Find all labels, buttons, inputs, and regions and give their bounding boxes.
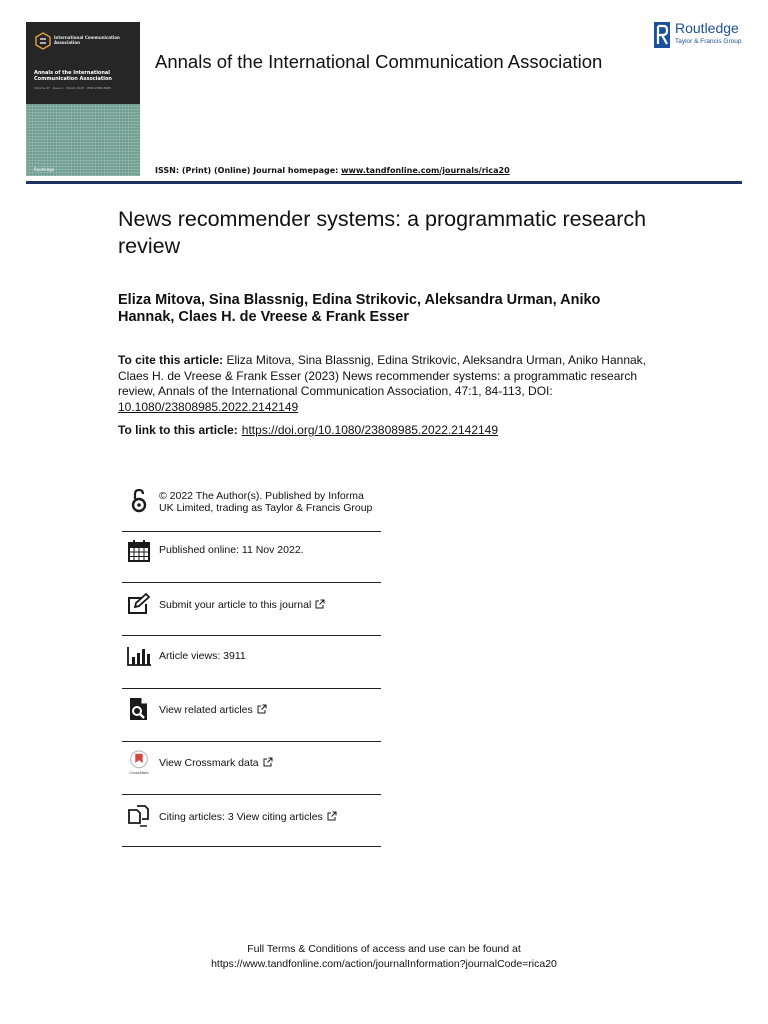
open-access-text: © 2022 The Author(s). Published by Informa UK Limited, trading as Taylor & Francis Group <box>159 490 373 514</box>
crossmark-label: View Crossmark data <box>159 757 259 769</box>
issn-text: ISSN: (Print) (Online) Journal homepage: <box>155 166 342 175</box>
published-date: Published online: 11 Nov 2022. <box>159 544 304 556</box>
external-link-icon <box>263 757 273 767</box>
publisher-name: Routledge <box>675 20 739 36</box>
bar-chart-icon <box>126 644 152 670</box>
article-title: News recommender systems: a programmatic research review <box>118 207 647 258</box>
journal-cover <box>26 22 140 176</box>
cite-text: Eliza Mitova, Sina Blassnig, Edina Strikovic, Aleksandra Urman, Aniko Hannak, Claes H. de Vreese & Frank Esser (2023) News recommender systems: a programmatic research review, Annals of the International Communication Association, 47:1, 84-113, DOI: <box>118 353 647 398</box>
related-articles-link[interactable] <box>159 704 381 716</box>
divider <box>122 531 381 532</box>
article-link-line <box>118 423 498 437</box>
submit-article-label: Submit your article to this journal <box>159 599 312 611</box>
cover-meta: Volume 47 · Issue 1 · March 2023 · ISSN 2380-8985 <box>34 86 112 90</box>
publisher-logo[interactable] <box>654 20 750 50</box>
link-label: To link to this article: <box>118 423 238 437</box>
edit-icon <box>126 592 152 618</box>
citing-articles-label: Citing articles: 3 View citing articles <box>159 811 323 823</box>
cover-association: International Communication Association <box>54 35 120 45</box>
divider <box>122 635 381 636</box>
crossmark-icon-label: CrossMark <box>129 771 149 776</box>
search-document-icon <box>126 696 152 722</box>
publisher-subtitle: Taylor & Francis Group <box>675 38 742 45</box>
ica-logo-icon <box>35 32 51 50</box>
external-link-icon <box>327 811 337 821</box>
open-access-icon <box>126 488 152 514</box>
article-views: Article views: 3911 <box>159 650 246 662</box>
cover-pattern <box>26 104 140 176</box>
issn-line <box>155 166 510 175</box>
citing-articles-icon <box>126 804 152 830</box>
cover-title: Annals of the International Communication Association <box>34 70 112 82</box>
terms-footer <box>0 942 768 971</box>
article-doi-link[interactable]: https://doi.org/10.1080/23808985.2022.2142149 <box>241 423 499 437</box>
divider <box>122 794 381 795</box>
divider <box>122 846 381 847</box>
routledge-logo-icon <box>654 22 670 48</box>
submit-article-link[interactable] <box>159 599 381 611</box>
crossmark-icon <box>126 750 152 776</box>
divider <box>122 741 381 742</box>
header-rule <box>26 181 742 184</box>
crossmark-link[interactable] <box>159 757 381 769</box>
citation-block <box>118 353 663 415</box>
terms-line-1: Full Terms & Conditions of access and use can be found at <box>247 943 521 955</box>
journal-homepage-link[interactable]: www.tandfonline.com/journals/rica20 <box>341 166 510 175</box>
terms-url[interactable]: https://www.tandfonline.com/action/journalInformation?journalCode=rica20 <box>211 957 557 970</box>
article-authors: Eliza Mitova, Sina Blassnig, Edina Strikovic, Aleksandra Urman, Aniko Hannak, Claes H. de Vreese & Frank Esser <box>118 292 601 325</box>
divider <box>122 688 381 689</box>
calendar-icon <box>126 538 152 564</box>
external-link-icon <box>257 704 267 714</box>
journal-title[interactable]: Annals of the International Communication Association <box>155 51 603 72</box>
external-link-icon <box>315 599 325 609</box>
cover-publisher: Routledge <box>34 167 55 172</box>
cite-label: To cite this article: <box>118 353 224 367</box>
related-articles-label: View related articles <box>159 704 253 716</box>
cite-doi-link[interactable]: 10.1080/23808985.2022.2142149 <box>118 399 299 414</box>
citing-articles-link[interactable] <box>159 811 381 823</box>
divider <box>122 582 381 583</box>
